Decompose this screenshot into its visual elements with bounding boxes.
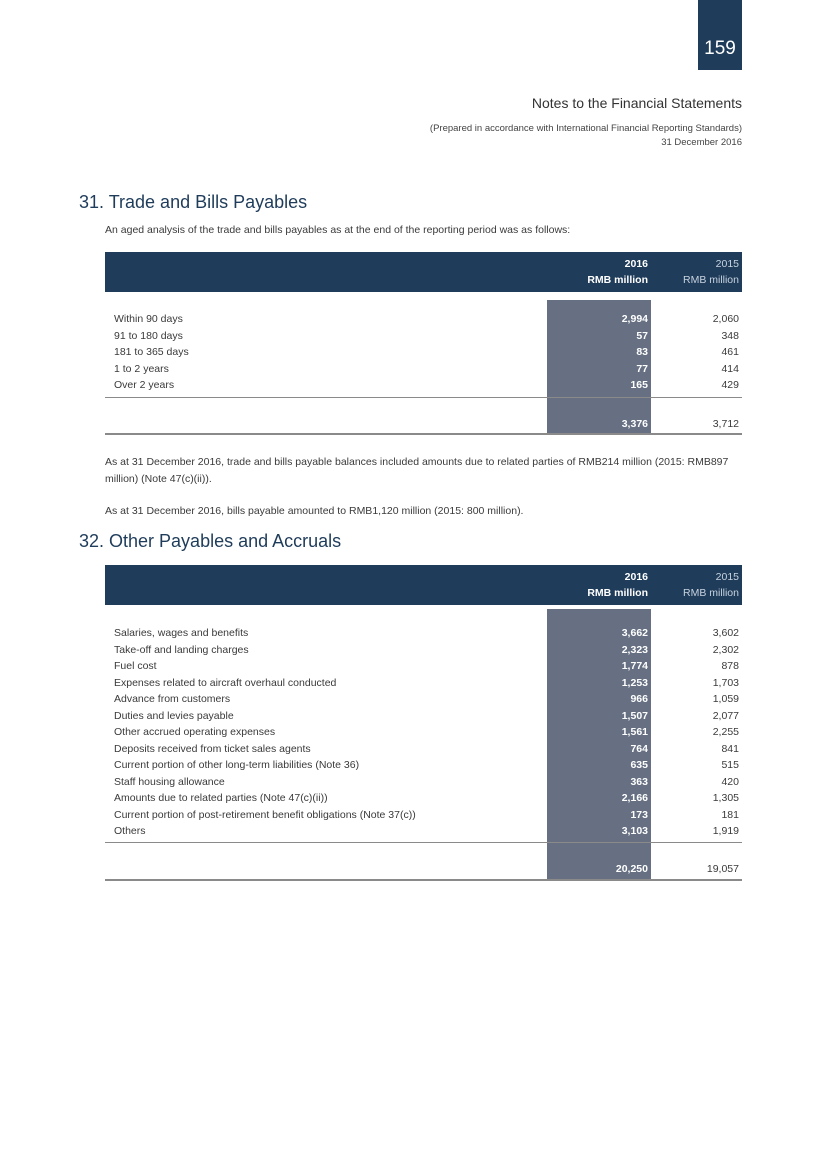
- value-2016: 2,166: [621, 792, 648, 804]
- value-2016: 77: [636, 362, 648, 375]
- header-2016: 2016: [624, 571, 648, 583]
- table-row: [105, 823, 742, 839]
- section-32-title: 32. Other Payables and Accruals: [79, 531, 342, 551]
- value-2015: 841: [721, 742, 739, 755]
- value-2015: 348: [721, 329, 739, 342]
- value-2016: 764: [630, 742, 648, 755]
- total-row: [105, 416, 742, 432]
- value-2016: 173: [630, 808, 648, 821]
- value-2015: 2,302: [712, 643, 739, 656]
- section-31-note-bills: As at 31 December 2016, bills payable amounted to RMB1,120 million (2015: 800 million).: [105, 505, 524, 517]
- row-label: Current portion of other long-term liabilities (Note 36): [114, 759, 360, 771]
- value-2016: 2,994: [621, 313, 648, 325]
- row-label: Take-off and landing charges: [114, 643, 249, 656]
- header-2015-unit: RMB million: [682, 587, 739, 599]
- row-label: Salaries, wages and benefits: [114, 627, 249, 639]
- value-2015: 2,077: [712, 709, 739, 722]
- row-label: Staff housing allowance: [114, 775, 225, 788]
- value-2015: 1,703: [712, 676, 739, 689]
- header-2015: 2015: [715, 571, 739, 583]
- value-2015: 461: [721, 346, 739, 358]
- total-2016: 20,250: [615, 863, 648, 875]
- total-rule: [105, 879, 742, 881]
- table-row: [105, 642, 742, 658]
- table-row: [105, 807, 742, 823]
- value-2016: 2,323: [621, 643, 648, 656]
- value-2015: 420: [721, 775, 739, 788]
- table-row: [105, 625, 742, 641]
- page-number: 159: [698, 0, 742, 70]
- value-2015: 1,059: [712, 693, 739, 705]
- row-label: Deposits received from ticket sales agents: [114, 742, 311, 755]
- table-row: [105, 741, 742, 757]
- header-2016-unit: RMB million: [587, 274, 648, 286]
- row-label: Other accrued operating expenses: [114, 726, 276, 738]
- header-2016: 2016: [624, 258, 648, 270]
- value-2016: 1,507: [621, 709, 648, 722]
- row-label: Fuel cost: [114, 660, 157, 672]
- table-row: [105, 724, 742, 740]
- header-date: 31 December 2016: [661, 137, 742, 148]
- row-label: 181 to 365 days: [114, 346, 189, 358]
- row-label: Others: [114, 825, 146, 837]
- row-label: Advance from customers: [114, 693, 231, 705]
- value-2015: 515: [721, 759, 739, 771]
- value-2015: 1,919: [712, 825, 739, 837]
- header-2015-unit: RMB million: [682, 274, 739, 286]
- table-row: [105, 658, 742, 674]
- value-2015: 1,305: [712, 792, 739, 804]
- value-2016: 966: [630, 693, 648, 705]
- value-2016: 1,561: [621, 726, 648, 738]
- header-title: Notes to the Financial Statements: [531, 95, 742, 111]
- value-2016: 1,774: [621, 660, 648, 672]
- value-2015: 2,255: [712, 726, 739, 738]
- table-header: [105, 252, 742, 292]
- total-row: [105, 861, 742, 877]
- row-label: Duties and levies payable: [114, 709, 234, 722]
- value-2016: 57: [636, 329, 648, 342]
- table-row: [105, 675, 742, 691]
- total-2016: 3,376: [621, 418, 648, 430]
- row-label: 1 to 2 years: [114, 362, 169, 375]
- table-row: [105, 790, 742, 806]
- row-label: 91 to 180 days: [114, 329, 183, 342]
- value-2016: 363: [630, 775, 648, 788]
- value-2015: 878: [721, 660, 739, 672]
- table-header: [105, 565, 742, 605]
- header-2016-unit: RMB million: [587, 587, 648, 599]
- table-row: [105, 708, 742, 724]
- table-row: [105, 311, 742, 327]
- trade-payables-table: [105, 252, 742, 437]
- value-2016: 83: [636, 346, 648, 358]
- value-2015: 414: [721, 362, 739, 375]
- value-2016: 3,103: [621, 825, 648, 837]
- value-2016: 3,662: [621, 627, 648, 639]
- value-2015: 181: [721, 808, 739, 821]
- value-2015: 3,602: [712, 627, 739, 639]
- table-row: [105, 377, 742, 393]
- total-rule: [105, 433, 742, 435]
- row-label: Within 90 days: [114, 313, 183, 325]
- value-2016: 635: [630, 759, 648, 771]
- table-row: [105, 344, 742, 360]
- value-2016: 165: [630, 379, 648, 391]
- section-31-intro: An aged analysis of the trade and bills payables as at the end of the reporting period was as follows:: [105, 224, 571, 236]
- total-2015: 19,057: [706, 863, 739, 875]
- row-label: Over 2 years: [114, 379, 175, 391]
- table-row: [105, 691, 742, 707]
- header-subtitle: (Prepared in accordance with International Financial Reporting Standards): [429, 123, 742, 134]
- subtotal-rule: [105, 842, 742, 843]
- table-row: [105, 361, 742, 377]
- table-row: [105, 328, 742, 344]
- other-payables-table: [105, 565, 742, 883]
- section-31-title: 31. Trade and Bills Payables: [79, 192, 308, 212]
- value-2015: 2,060: [712, 313, 739, 325]
- subtotal-rule: [105, 397, 742, 398]
- row-label: Current portion of post-retirement benefit obligations (Note 37(c)): [114, 808, 416, 821]
- row-label: Expenses related to aircraft overhaul conducted: [114, 676, 337, 689]
- table-row: [105, 757, 742, 773]
- total-2015: 3,712: [712, 418, 739, 430]
- value-2015: 429: [721, 379, 739, 391]
- header-2015: 2015: [715, 258, 739, 270]
- row-label: Amounts due to related parties (Note 47(c)(ii)): [114, 792, 328, 804]
- table-row: [105, 774, 742, 790]
- value-2016: 1,253: [621, 676, 648, 689]
- section-31-note-related-parties: As at 31 December 2016, trade and bills payable balances included amounts due to related parties of RMB214 million (2015: RMB897 million) (Note 47(c)(ii)).: [105, 456, 729, 485]
